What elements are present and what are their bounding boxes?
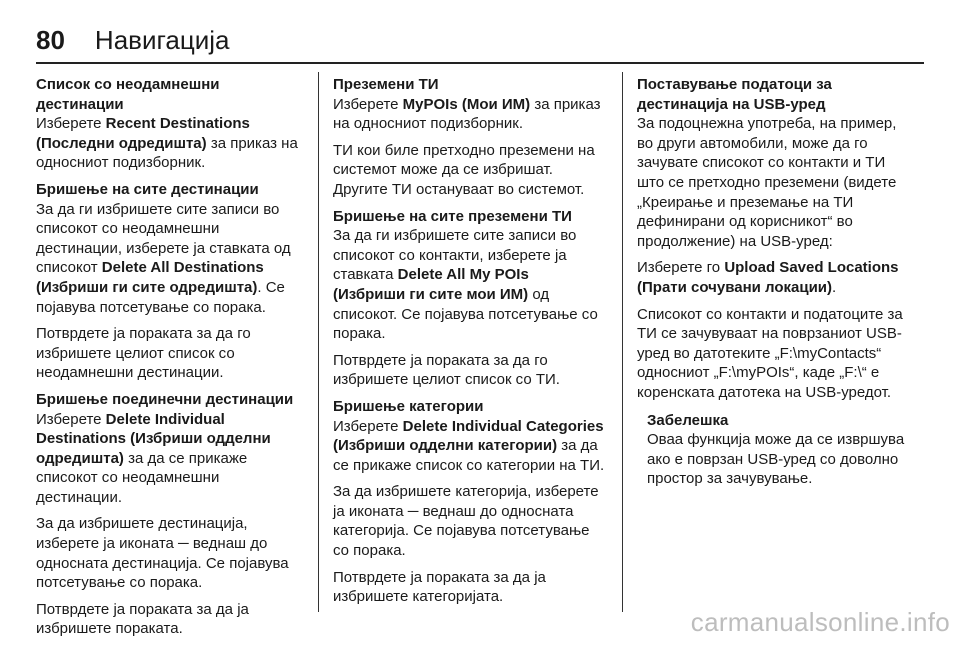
- menu-option: Delete All My POIs (Избриши ги сите мои ИМ): [333, 266, 529, 303]
- section-delete-all-poi: [333, 207, 605, 344]
- paragraph: Потврдете ја пораката за да го избришете целиот список со неодамнешни дестинации.: [36, 325, 251, 382]
- paragraph: Потврдете ја пораката за да ја избришете пораката.: [36, 600, 249, 638]
- paragraph: Потврдете ја пораката за да ја избришете категоријата.: [333, 568, 546, 606]
- section-delete-categories: [333, 397, 605, 475]
- header-rule: [36, 62, 924, 64]
- paragraph: За да избришете категорија, изберете ја иконата ─ веднаш до односната категорија. Се појавува потсетување со порака.: [333, 483, 599, 560]
- paragraph: [637, 258, 913, 297]
- section-heading: Бришење поединечни дестинации: [36, 390, 294, 408]
- text: за да се прикаже списокот со неодамнешни дестинации.: [36, 449, 248, 506]
- section-recent-destinations: [36, 75, 308, 173]
- menu-option: MyPOIs (Мои ИМ): [402, 95, 531, 113]
- text: Изберете: [36, 115, 106, 133]
- text: Изберете: [333, 417, 403, 435]
- column-3: [637, 75, 913, 489]
- section-heading: Поставување податоци за дестинација на USB-уред: [637, 76, 832, 113]
- column-divider-2: [622, 72, 623, 612]
- note-title: Забелешка: [647, 411, 729, 429]
- column-1: [36, 75, 308, 646]
- menu-option: Upload Saved Locations (Прати сочувани локации): [637, 259, 899, 296]
- text: Изберете: [333, 95, 403, 113]
- section-heading: Преземени ТИ: [333, 76, 439, 93]
- text: За подоцнежна употреба, на пример, во други автомобили, може да го зачувате списокот со контакти и ТИ што се претходно преземени (видете „Креирање и преземање на ТИ дефинирани од корисникот“ во продолжение) на USB-уред:: [637, 115, 897, 250]
- section-heading: Бришење на сите преземени ТИ: [333, 207, 572, 225]
- menu-option: Delete Individual Categories (Избриши одделни категории): [333, 417, 604, 455]
- section-delete-all-destinations: [36, 180, 308, 317]
- note-text: Оваа функција може да се извршува ако е поврзан USB-уред со доволно простор за зачувување.: [647, 431, 905, 488]
- paragraph: Списокот со контакти и податоците за ТИ се зачувуваат на поврзаниот USB-уред во датотеките „F:\myContacts“ односниот „F:\myPOIs“, каде „F:\“ е коренската датотека на USB-уредот.: [637, 305, 903, 401]
- menu-option: Delete Individual Destinations (Избриши одделни одредишта): [36, 410, 271, 467]
- page-title: Навигација: [94, 24, 230, 55]
- column-divider-1: [318, 72, 319, 612]
- page-number: 80: [36, 24, 65, 55]
- watermark: carmanualsonline.info: [690, 607, 950, 637]
- paragraph: ТИ кои биле претходно преземени на системот може да се избришат. Другите ТИ остануваат во системот.: [333, 141, 595, 198]
- paragraph: За да избришете дестинација, изберете ја иконата ─ веднаш до односната дестинација. Се појавува потсетување со порака.: [36, 515, 289, 592]
- text: од списокот. Се појавува потсетување со порака.: [333, 285, 598, 343]
- text: За да ги избришете сите записи во списокот со контакти, изберете ја ставката: [333, 227, 577, 284]
- text: за да се прикаже список со категории на ТИ.: [333, 437, 605, 474]
- text: За да ги избришете сите записи во списокот со неодамнешни дестинации, изберете ја ставката од списокот: [36, 200, 291, 277]
- text: .: [832, 278, 837, 296]
- section-heading: Бришење категории: [333, 397, 484, 415]
- text: за приказ на односниот подизборник.: [36, 134, 298, 172]
- section-downloaded-poi: [333, 75, 605, 134]
- section-heading: Список со неодамнешни дестинации: [36, 76, 220, 113]
- menu-option: Recent Destinations (Последни одредишта): [36, 115, 250, 152]
- text: . Се појавува потсетување со порака.: [36, 278, 285, 316]
- text: за приказ на односниот подизборник.: [333, 95, 601, 133]
- section-usb-upload: [637, 75, 913, 251]
- menu-option: Delete All Destinations (Избриши ги сите одредишта): [36, 259, 264, 296]
- note-box: [647, 411, 913, 489]
- paragraph: Потврдете ја пораката за да го избришете целиот список со ТИ.: [333, 351, 560, 389]
- page-header: [36, 18, 924, 62]
- section-delete-individual-destinations: [36, 390, 308, 508]
- text: Изберете го: [637, 259, 725, 277]
- column-2: [333, 75, 605, 614]
- section-heading: Бришење на сите дестинации: [36, 180, 259, 198]
- text: Изберете: [36, 410, 106, 428]
